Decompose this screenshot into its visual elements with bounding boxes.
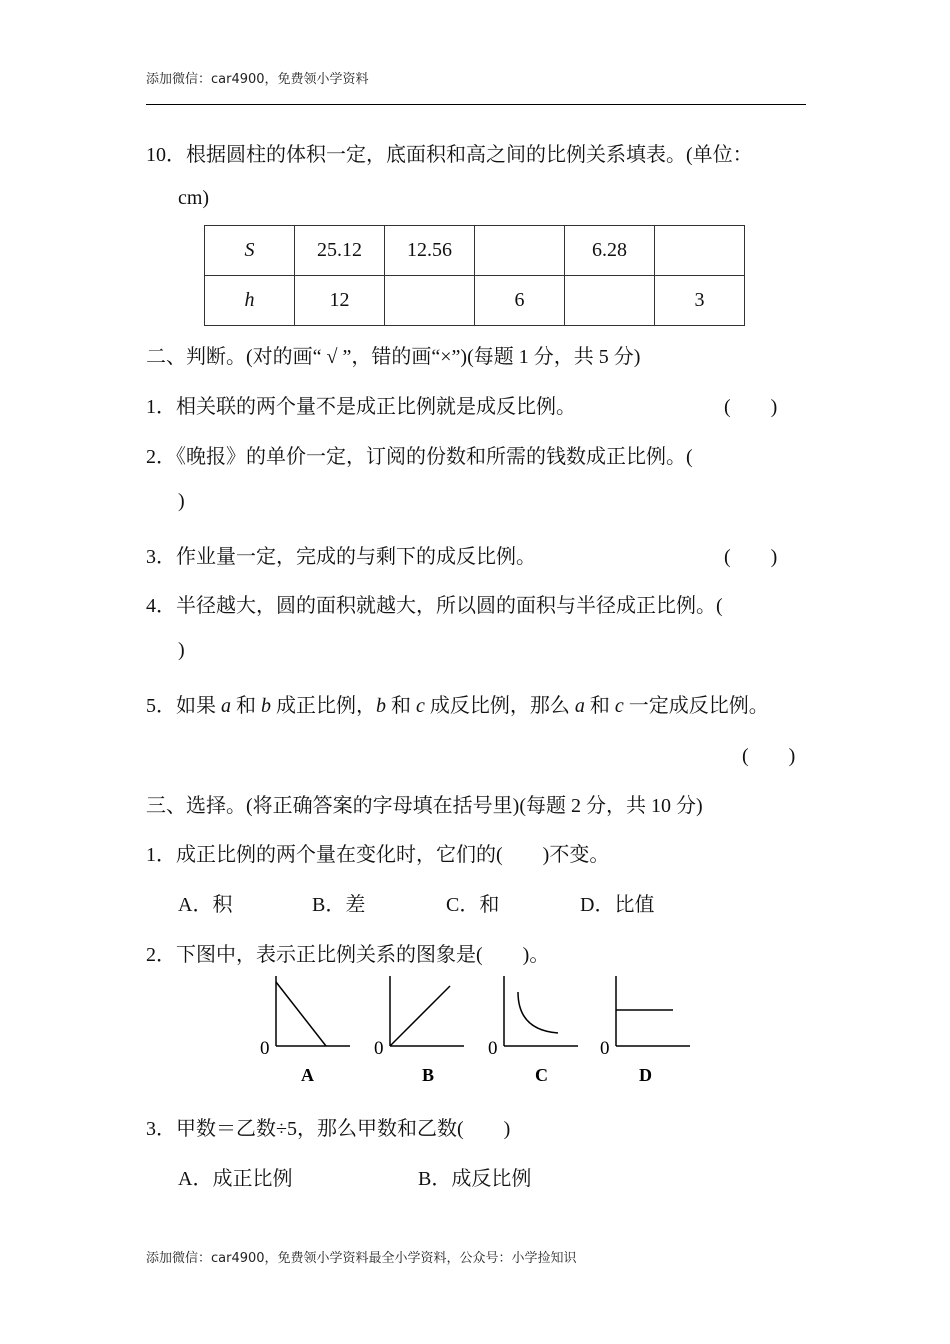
graph-b-label: B: [422, 1065, 435, 1085]
graph-c-origin: 0: [488, 1038, 498, 1059]
section3-title: 三、选择。(将正确答案的字母填在括号里)(每题 2 分，共 10 分): [146, 795, 703, 817]
choice-option-a[interactable]: A．成正比例: [178, 1168, 293, 1190]
graph-d-axes: [616, 976, 690, 1046]
graph-figure: [255, 970, 695, 1090]
header-rule: [146, 104, 806, 105]
table-cell: 3: [655, 276, 745, 326]
page-footer: 添加微信：car4900，免费领小学资料最全小学资料，公众号：小学捡知识: [146, 1251, 577, 1266]
section2-title: 二、判断。(对的画“ √ ”，错的画“×”)(每题 1 分，共 5 分): [146, 346, 641, 368]
table-cell: [475, 226, 565, 276]
graph-a-axes: [276, 976, 350, 1046]
graph-b-origin: 0: [374, 1038, 384, 1059]
graph-d-origin: 0: [600, 1038, 610, 1059]
table-row: [205, 276, 745, 326]
table-cell: 6.28: [565, 226, 655, 276]
graph-a-label: A: [301, 1065, 314, 1085]
answer-paren[interactable]: ( ): [724, 396, 778, 418]
choice-option-b[interactable]: B．差: [312, 894, 366, 916]
table-cell: [385, 276, 475, 326]
answer-paren-close[interactable]: ): [178, 490, 185, 512]
graph-c-label: C: [535, 1065, 548, 1085]
q10-number: 10．: [146, 144, 186, 166]
choice-option-d[interactable]: D．比值: [580, 894, 655, 916]
q10-unit-cont: cm): [178, 187, 210, 209]
table-cell: 12: [295, 276, 385, 326]
choice-q3: 3．甲数＝乙数÷5，那么甲数和乙数( ): [146, 1118, 511, 1140]
table-cell: 12.56: [385, 226, 475, 276]
choice-option-a[interactable]: A．积: [178, 894, 233, 916]
q10-line: [146, 138, 753, 167]
table-row-label: h: [205, 276, 295, 326]
judge-item-5: 5．如果 a 和 b 成正比例，b 和 c 成反比例，那么 a 和 c 一定成反比例。: [146, 695, 769, 717]
q10-text: 根据圆柱的体积一定，底面积和高之间的比例关系填表。(单位：: [186, 144, 753, 166]
volume-table: [204, 225, 745, 326]
table-cell: [655, 226, 745, 276]
graph-b-increasing-line: [390, 986, 450, 1046]
graph-c-axes: [504, 976, 578, 1046]
table-cell: 25.12: [295, 226, 385, 276]
graph-a-decreasing-line: [276, 982, 326, 1046]
answer-paren-close[interactable]: ): [178, 639, 185, 661]
choice-option-b[interactable]: B．成反比例: [418, 1168, 532, 1190]
table-row: [205, 226, 745, 276]
judge-item-4: 4．半径越大，圆的面积就越大，所以圆的面积与半径成正比例。(: [146, 595, 723, 617]
table-cell: [565, 276, 655, 326]
choice-option-c[interactable]: C．和: [446, 894, 500, 916]
choice-q1: 1．成正比例的两个量在变化时，它们的( )不变。: [146, 844, 610, 866]
judge-item-2: 2．《晚报》的单价一定，订阅的份数和所需的钱数成正比例。(: [146, 446, 693, 468]
judge-item-1: 1．相关联的两个量不是成正比例就是成反比例。: [146, 396, 576, 418]
graph-c-hyperbola: [518, 992, 558, 1033]
choice-q2: 2．下图中，表示正比例关系的图象是( )。: [146, 944, 550, 966]
table-cell: 6: [475, 276, 565, 326]
answer-paren[interactable]: ( ): [724, 546, 778, 568]
graph-d-label: D: [639, 1065, 652, 1085]
page-header: 添加微信：car4900，免费领小学资料: [146, 72, 369, 87]
table-row-label: S: [205, 226, 295, 276]
answer-paren[interactable]: ( ): [742, 745, 796, 767]
judge-item-3: 3．作业量一定，完成的与剩下的成反比例。: [146, 546, 536, 568]
graph-a-origin: 0: [260, 1038, 270, 1059]
